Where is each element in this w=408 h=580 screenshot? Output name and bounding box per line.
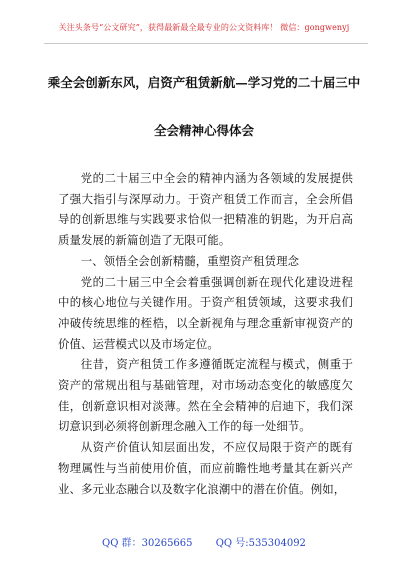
footer-qq-group: QQ 群：30265665 [102,538,193,549]
document-title-line-1: 乘全会创新东风，启资产租赁新航—学习党的二十届三中 [47,75,361,90]
document-title-line-2: 全会精神心得体会 [153,123,254,138]
body-paragraph: 从资产价值认知层面出发，不应仅局限于资产的既有物理属性与当前使用价值，而应前瞻性地考量其在新兴产业、多元业态融合以及数字化浪潮中的潜在价值。例如， [58,440,353,496]
body-paragraph: 党的二十届三中全会的精神内涵为各领域的发展提供了强大指引与深厚动力。于资产租赁工作而言，全会所倡导的创新思维与实践要求恰似一把精准的钥匙，为开启高质量发展的新篇创造了无限可能。 [58,171,353,248]
header-banner: 关注头条号“公文研究”，获得最新最全最专业的公文资料库！ 微信：gongwenyj [58,23,350,32]
body-paragraph: 党的二十届三中全会着重强调创新在现代化建设进程中的核心地位与关键作用。于资产租赁领域，这要求我们冲破传统思维的桎梏，以全新视角与理念重新审视资产的价值、运营模式以及市场定位。 [58,274,353,351]
footer-contact [0,534,408,549]
footer-qq-number: QQ 号:535304092 [215,538,306,549]
section-heading: 一、领悟全会创新精髓，重塑资产租赁理念 [80,253,300,268]
document-body [58,168,353,499]
body-paragraph: 往昔，资产租赁工作多遵循既定流程与模式，侧重于资产的常规出租与基础管理，对市场动态变化的敏感度欠佳，创新意识相对淡薄。然在全会精神的启迪下，我们深切意识到必须将创新理念融入工作的每一处细节。 [58,357,353,434]
header-divider [44,43,368,44]
